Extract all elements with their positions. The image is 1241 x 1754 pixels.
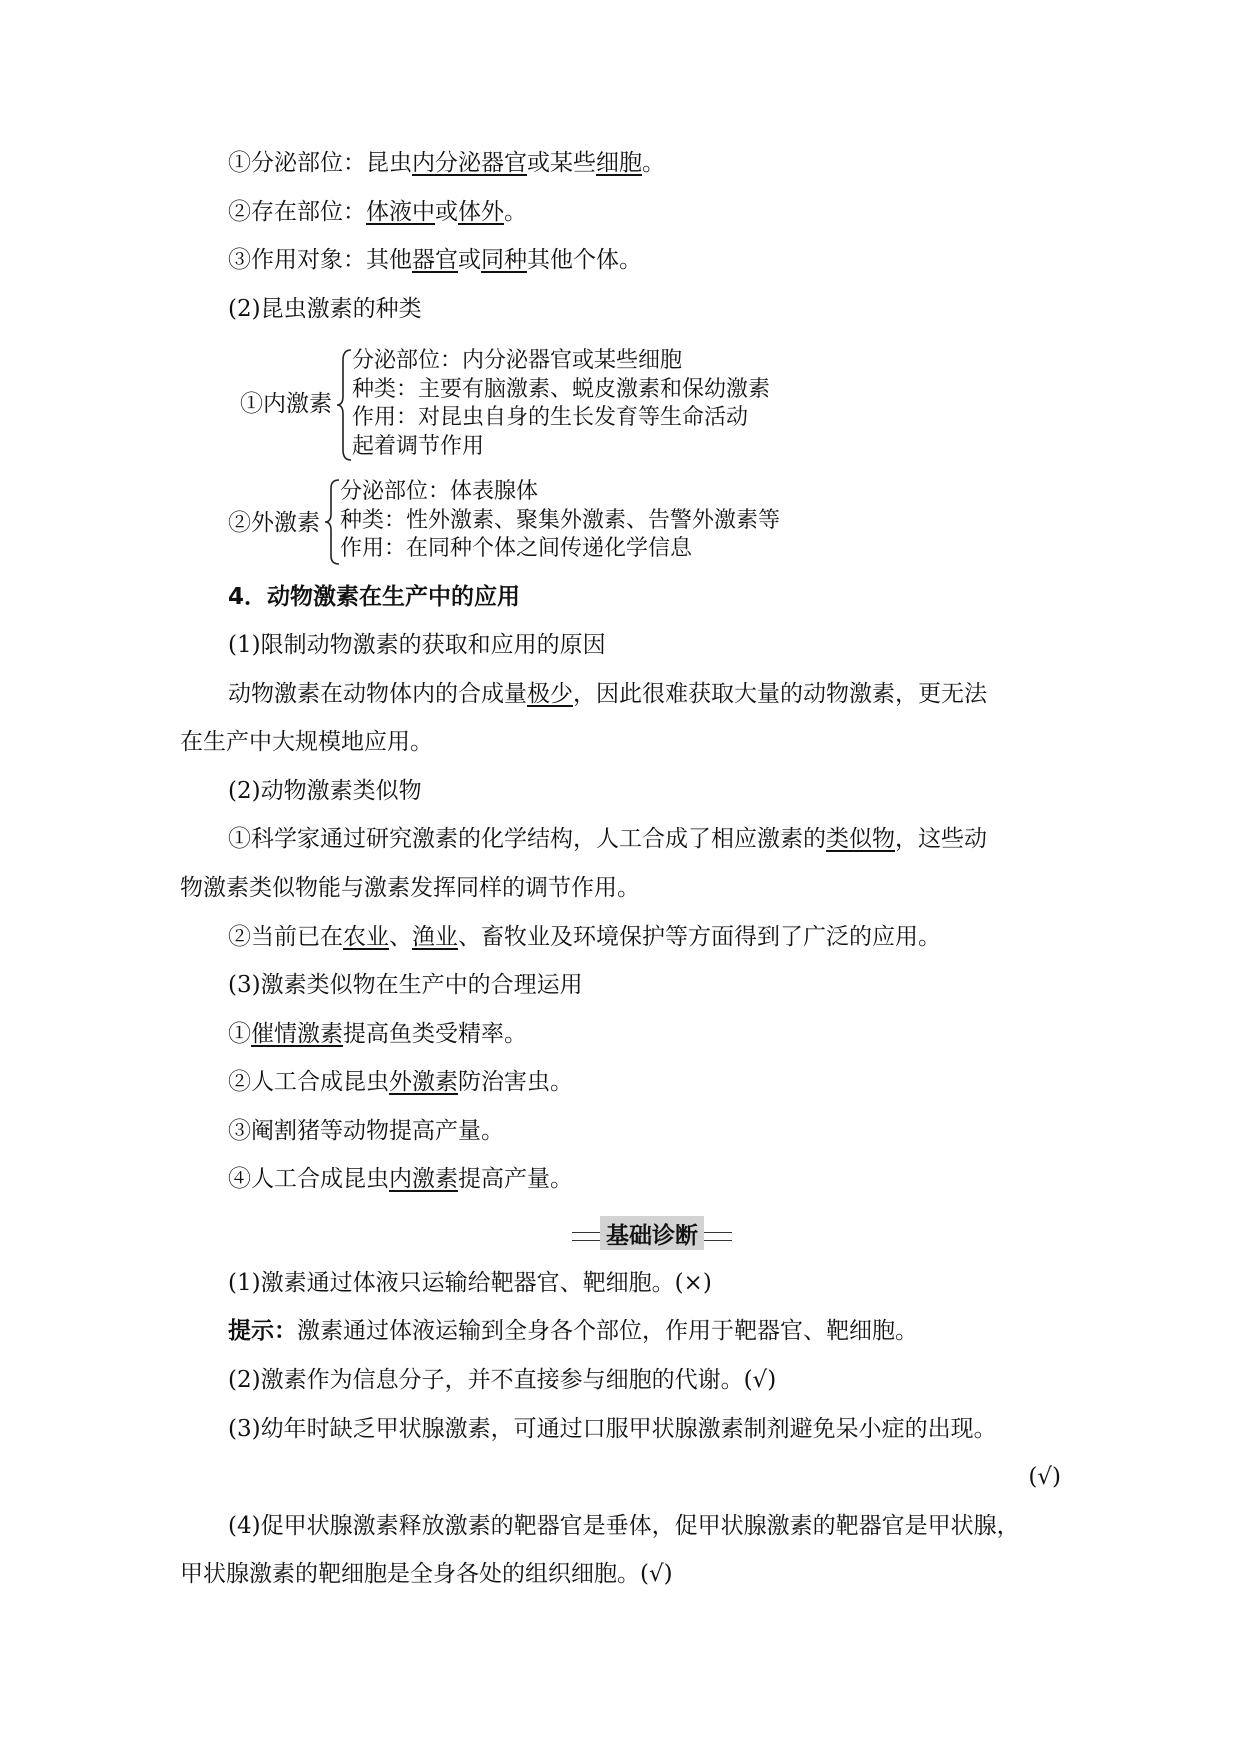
- diagnosis-question-3-mark: (√): [1028, 1464, 1061, 1490]
- banner-left-bar: [572, 1232, 602, 1241]
- inner-hormone-line: 分泌部位：内分泌器官或某些细胞: [352, 348, 683, 373]
- banner-title: 基础诊断: [600, 1216, 704, 1250]
- diagnosis-question-4-line2: 甲状腺激素的靶细胞是全身各处的组织细胞。(√): [180, 1561, 673, 1587]
- inner-hormone-brace: [335, 348, 353, 462]
- outer-hormone-label: ②外激素: [228, 510, 320, 536]
- diagnosis-question-2: (2)激素作为信息分子，并不直接参与细胞的代谢。(√): [228, 1367, 777, 1393]
- application-item-4: ④人工合成昆虫内激素提高产量。: [228, 1166, 573, 1192]
- diagnosis-question-3: (3)幼年时缺乏甲状腺激素，可通过口服甲状腺激素制剂避免呆小症的出现。: [228, 1416, 997, 1442]
- inner-hormone-lines: [352, 347, 770, 461]
- diagnosis-question-4-line1: (4)促甲状腺激素释放激素的靶器官是垂体，促甲状腺激素的靶器官是甲状腺，: [228, 1513, 1020, 1539]
- analog-paragraph1-line2: 物激素类似物能与激素发挥同样的调节作用。: [180, 875, 640, 901]
- secrete-location-item: ①分泌部位：昆虫内分泌器官或某些细胞。: [228, 150, 665, 176]
- target-object-item: ③作用对象：其他器官或同种其他个体。: [228, 247, 642, 273]
- inner-hormone-line: 起着调节作用: [352, 433, 485, 459]
- banner-right-bar: [702, 1232, 732, 1241]
- restriction-heading: (1)限制动物激素的获取和应用的原因: [228, 632, 606, 658]
- outer-hormone-line: 作用：在同种个体之间传递化学信息: [340, 536, 693, 561]
- diagnosis-tip: 提示：激素通过体液运输到全身各个部位，作用于靶器官、靶细胞。: [228, 1318, 918, 1344]
- analog-paragraph1-line1: ①科学家通过研究激素的化学结构，人工合成了相应激素的类似物，这些动: [228, 826, 987, 852]
- inner-hormone-line: 种类：主要有脑激素、蜕皮激素和保幼激素: [352, 376, 771, 402]
- analog-heading: (2)动物激素类似物: [228, 778, 422, 804]
- exist-location-item: ②存在部位：体液中或体外。: [228, 199, 527, 225]
- outer-hormone-line: 分泌部位：体表腺体: [340, 479, 539, 504]
- application-item-1: ①催情激素提高鱼类受精率。: [228, 1021, 527, 1047]
- outer-hormone-lines: [340, 478, 780, 564]
- insect-hormone-types-heading: (2)昆虫激素的种类: [228, 296, 422, 322]
- basic-diagnosis-banner: [572, 1216, 732, 1250]
- diagnosis-question-1: (1)激素通过体液只运输给靶器官、靶细胞。(×): [228, 1270, 712, 1296]
- inner-hormone-line: 作用：对昆虫自身的生长发育等生命活动: [352, 405, 749, 430]
- application-item-3: ③阉割猪等动物提高产量。: [228, 1118, 504, 1144]
- application-item-2: ②人工合成昆虫外激素防治害虫。: [228, 1069, 573, 1095]
- application-heading: (3)激素类似物在生产中的合理运用: [228, 972, 583, 998]
- analog-paragraph2: ②当前已在农业、渔业、畜牧业及环境保护等方面得到了广泛的应用。: [228, 924, 941, 950]
- restriction-paragraph-line2: 在生产中大规模地应用。: [180, 729, 433, 755]
- restriction-paragraph-line1: 动物激素在动物体内的合成量极少，因此很难获取大量的动物激素，更无法: [228, 681, 987, 707]
- inner-hormone-label: ①内激素: [240, 391, 332, 417]
- outer-hormone-brace: [323, 478, 341, 566]
- outer-hormone-line: 种类：性外激素、聚集外激素、告警外激素等: [340, 507, 781, 533]
- section-4-heading: 4．动物激素在生产中的应用: [228, 584, 521, 610]
